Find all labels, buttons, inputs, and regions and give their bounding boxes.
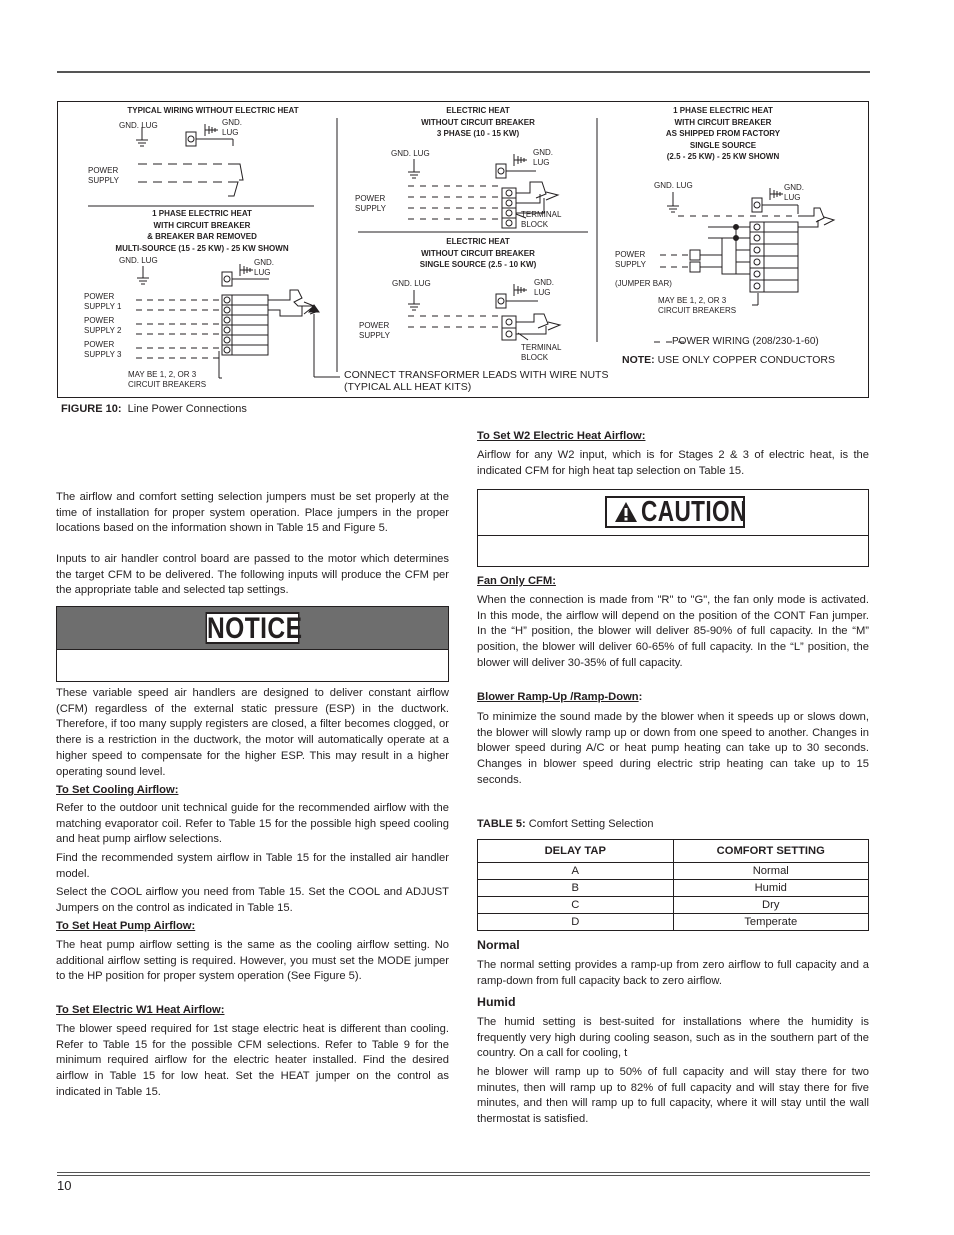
table-cell: C xyxy=(478,897,674,914)
table-row xyxy=(478,897,869,914)
para-cool1: Refer to the outdoor unit technical guide for the recommended airflow with the matching evaporator coil. Refer to Table 15 for the possible high speed cooling and heat pump airflow selections. xyxy=(56,802,449,846)
table-cell: Humid xyxy=(673,880,869,897)
one-phase-title: 1 PHASE ELECTRIC HEAT WITH CIRCUIT BREAKER AS SHIPPED FROM FACTORY SINGLE SOURCE (2.5 - 25 KW) - 25 KW SHOWN xyxy=(665,106,781,161)
notice-box xyxy=(56,606,449,682)
page-number: 10 xyxy=(57,1178,72,1193)
para-humid1: The humid setting is best-suited for installations where the humidity is frequently very high during cooling season, such as in the southern part of the country. On a call for cooling, t xyxy=(477,1016,869,1060)
multi-ps3: POWER SUPPLY 3 xyxy=(84,340,122,359)
three-phase-terminal: TERMINAL BLOCK xyxy=(521,210,562,229)
typical-gnd-lug2: GND. LUG xyxy=(222,118,242,137)
table-cell: D xyxy=(478,914,674,931)
heading-w1: To Set Electric W1 Heat Airflow: xyxy=(56,1004,225,1016)
para-w2: Airflow for any W2 input, which is for Stages 2 & 3 of electric heat, is the indicated CFM for high heat tap selection on Table 15. xyxy=(477,449,869,477)
heading-cooling: To Set Cooling Airflow: xyxy=(56,784,179,796)
single-gnd-lug: GND. LUG xyxy=(392,279,431,288)
typical-gnd-lug: GND. LUG xyxy=(119,121,158,130)
heading-heat-pump: To Set Heat Pump Airflow: xyxy=(56,920,196,932)
table-header-row xyxy=(478,840,869,863)
table-cell: Normal xyxy=(673,863,869,880)
single-terminal: TERMINAL BLOCK xyxy=(521,343,562,362)
heading-normal: Normal xyxy=(477,938,520,952)
legend-power-wiring: POWER WIRING (208/230-1-60) xyxy=(672,336,819,347)
para-variable-speed: These variable speed air handlers are designed to deliver constant airflow (CFM) regardless of the external static pressure (ESP) in the ductwork. Therefore, if too many supply registers are closed, a filter becomes clogged, or there is a restriction in the ductwork, the motor will automatically operate at a higher speed to compensate for the higher ESP. This may result in a higher operating sound level. xyxy=(56,687,449,778)
heading-humid: Humid xyxy=(477,995,516,1009)
notice-band xyxy=(57,607,448,650)
single-title: ELECTRIC HEAT WITHOUT CIRCUIT BREAKER SINGLE SOURCE (2.5 - 10 KW) xyxy=(419,237,537,269)
bottom-rule-2 xyxy=(57,1175,870,1176)
table-header: DELAY TAP xyxy=(478,840,674,863)
table-row xyxy=(478,914,869,931)
multi-title: 1 PHASE ELECTRIC HEAT WITH CIRCUIT BREAKER & BREAKER BAR REMOVED MULTI-SOURCE (15 - 25 KW) - 25 KW SHOWN xyxy=(115,209,289,253)
multi-gnd-lug2: GND. LUG xyxy=(254,258,274,277)
para-heat-pump: The heat pump airflow setting is the same as the cooling airflow setting. No additional airflow setting is required. However, you must set the MODE jumper to the HP position for proper system operation (See Figure 5). xyxy=(56,939,449,983)
wiring-figure xyxy=(57,101,869,398)
multi-gnd-lug: GND. LUG xyxy=(119,256,158,265)
three-phase-gnd-lug2: GND. LUG xyxy=(533,148,553,167)
para-jumpers: The airflow and comfort setting selection jumpers must be set properly at the time of installation for proper system operation. Place jumpers in the proper locations based on the information shown in Table 15 and Figure 5. xyxy=(56,491,449,535)
comfort-table xyxy=(477,839,869,931)
note: NOTE: USE ONLY COPPER CONDUCTORS xyxy=(622,354,835,366)
one-phase-breakers: MAY BE 1, 2, OR 3 CIRCUIT BREAKERS xyxy=(658,296,737,315)
table-cell: B xyxy=(478,880,674,897)
table-row xyxy=(478,880,869,897)
typical-title: TYPICAL WIRING WITHOUT ELECTRIC HEAT xyxy=(127,106,299,115)
heading-w2: To Set W2 Electric Heat Airflow: xyxy=(477,430,646,442)
caution-label: CAUTION xyxy=(641,496,747,528)
top-rule xyxy=(57,71,870,73)
multi-breakers: MAY BE 1, 2, OR 3 CIRCUIT BREAKERS xyxy=(128,370,207,389)
heading-ramp: Blower Ramp-Up /Ramp-Down: xyxy=(477,691,643,703)
table-caption: TABLE 5: Comfort Setting Selection xyxy=(477,818,654,830)
warning-triangle-icon xyxy=(613,500,639,524)
para-normal: The normal setting provides a ramp-up from zero airflow to full capacity and a ramp-down from full capacity back to zero airflow. xyxy=(477,959,869,987)
one-phase-gnd-lug: GND. LUG xyxy=(654,181,693,190)
table-cell: A xyxy=(478,863,674,880)
three-phase-title: ELECTRIC HEAT WITHOUT CIRCUIT BREAKER 3 PHASE (10 - 15 KW) xyxy=(421,106,535,138)
para-cool2: Find the recommended system airflow in Table 15 for the installed air handler model. xyxy=(56,852,449,880)
multi-ps2: POWER SUPPLY 2 xyxy=(84,316,122,335)
heading-fan-only: Fan Only CFM: xyxy=(477,575,556,587)
one-phase-power-supply: POWER SUPPLY xyxy=(615,250,646,269)
three-phase-gnd-lug: GND. LUG xyxy=(391,149,430,158)
caution-box xyxy=(477,489,869,567)
table-cell: Temperate xyxy=(673,914,869,931)
para-ramp: To minimize the sound made by the blower when it speeds up or slows down, the blower will slowly ramp up or down from one speed to another. Changes in blower speed during A/C or heat pump heating can take up to 30 seconds. Changes in blower speed during electric strip heating can take up to 15 seconds. xyxy=(477,711,869,786)
multi-ps1: POWER SUPPLY 1 xyxy=(84,292,122,311)
table-header: COMFORT SETTING xyxy=(673,840,869,863)
single-power-supply: POWER SUPPLY xyxy=(359,321,390,340)
para-humid2: he blower will ramp up to 50% of full capacity and will stay there for two minutes, then will ramp up to 82% of full capacity and will stay there for five minutes, and then will ramp up to full capacity, where it will stay until the wall thermostat is satisfied. xyxy=(477,1066,869,1126)
bottom-rule xyxy=(57,1172,870,1173)
one-phase-jumper: (JUMPER BAR) xyxy=(615,279,672,288)
para-inputs: Inputs to air handler control board are passed to the motor which determines the target CFM to be delivered. The following inputs will produce the CFM per the appropriate table and selected tap settings. xyxy=(56,553,449,597)
three-phase-power-supply: POWER SUPPLY xyxy=(355,194,386,213)
table-cell: Dry xyxy=(673,897,869,914)
single-gnd-lug2: GND. LUG xyxy=(534,278,554,297)
para-w1: The blower speed required for 1st stage electric heat is different than cooling. Refer to Table 15 for the possible CFM selections. Refer to Table 9 for the minimum required airflow for the electric heater installed. Find the desired airflow in Table 15 for low heat. Set the HEAT jumper on the control as indicated in Table 15. xyxy=(56,1023,449,1098)
table-row xyxy=(478,863,869,880)
para-cool3: Select the COOL airflow you need from Table 15. Set the COOL and ADJUST Jumpers on the control as indicated in Table 15. xyxy=(56,886,449,914)
transformer-note: CONNECT TRANSFORMER LEADS WITH WIRE NUTS (TYPICAL ALL HEAT KITS) xyxy=(344,369,609,393)
para-fan-only: When the connection is made from "R" to "G", the fan only mode is activated. In this mode, the airflow will depend on the position of the CONT Fan jumper. In the “H” position, the blower will deliver 85-90% of full capacity. In the “M” position, the blower will deliver 60-65% of full capacity. In the “L” position, the blower will deliver 30-35% of full capacity. xyxy=(477,594,869,669)
caution-band xyxy=(478,490,868,536)
figure-caption: FIGURE 10: Line Power Connections xyxy=(61,403,247,415)
caution-label-badge xyxy=(605,496,745,528)
typical-power-supply: POWER SUPPLY xyxy=(88,166,119,185)
one-phase-gnd-lug2: GND. LUG xyxy=(784,183,804,202)
notice-label: NOTICE xyxy=(206,612,303,645)
